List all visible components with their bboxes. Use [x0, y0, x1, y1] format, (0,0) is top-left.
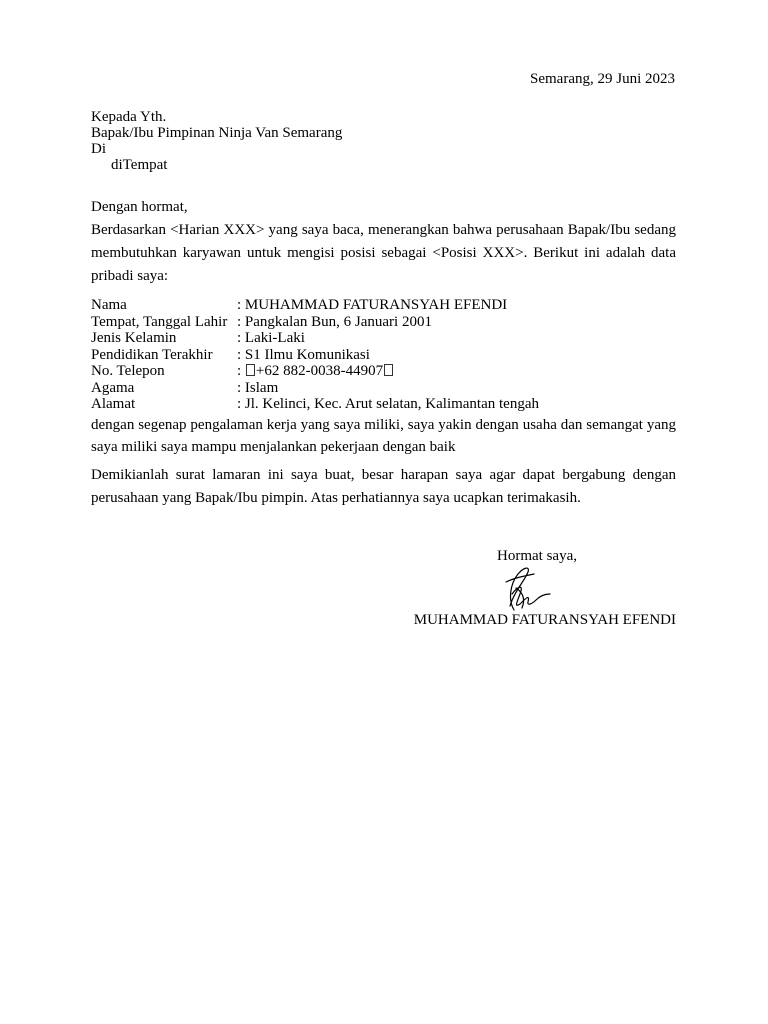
- recipient-block: [91, 109, 342, 173]
- recipient-line-1: Kepada Yth.: [91, 109, 167, 125]
- signature-name: MUHAMMAD FATURANSYAH EFENDI: [413, 612, 676, 628]
- data-value: : Laki-Laki: [237, 330, 305, 346]
- personal-data-table: [91, 297, 539, 413]
- data-label: Pendidikan Terakhir: [91, 346, 213, 363]
- missing-glyph-icon: [384, 364, 393, 376]
- data-value: [237, 363, 394, 380]
- recipient-line-4: diTempat: [111, 157, 168, 173]
- paragraph-closing: Demikianlah surat lamaran ini saya buat, besar harapan saya agar dapat bergabung dengan perusahaan yang Bapak/Ibu pimpin. Atas perhatiannya saya ucapkan terimakasih.: [91, 467, 676, 506]
- data-label: Tempat, Tanggal Lahir: [91, 313, 228, 330]
- letter-date: Semarang, 29 Juni 2023: [530, 71, 675, 87]
- paragraph-intro: Berdasarkan <Harian XXX> yang saya baca, menerangkan bahwa perusahaan Bapak/Ibu sedang membutuhkan karyawan untuk mengisi posisi sebagai <Posisi XXX>. Berikut ini adalah data pribadi saya:: [91, 222, 676, 284]
- data-row-religion: [91, 380, 539, 397]
- data-label: Alamat: [91, 396, 136, 412]
- data-row-phone: [91, 363, 539, 380]
- data-label: Nama: [91, 297, 127, 313]
- data-label: Jenis Kelamin: [91, 330, 177, 346]
- phone-number: +62 882-0038-44907: [255, 363, 384, 379]
- data-label: Agama: [91, 379, 135, 396]
- data-row-education: [91, 347, 539, 364]
- data-value: : Jl. Kelinci, Kec. Arut selatan, Kalimantan tengah: [237, 396, 539, 412]
- data-row-birth: [91, 314, 539, 331]
- data-value: : S1 Ilmu Komunikasi: [237, 346, 370, 363]
- data-row-name: [91, 297, 539, 314]
- data-label: No. Telepon: [91, 363, 165, 379]
- data-row-gender: [91, 330, 539, 347]
- greeting: Dengan hormat,: [91, 199, 188, 215]
- signature-image: [500, 564, 552, 612]
- data-value: : Islam: [237, 379, 279, 396]
- paragraph-experience: dengan segenap pengalaman kerja yang saya miliki, saya yakin dengan usaha dan semangat yang saya miliki saya mampu menjalankan pekerjaan dengan baik: [91, 417, 676, 455]
- data-value: : MUHAMMAD FATURANSYAH EFENDI: [237, 297, 508, 313]
- data-value-prefix: :: [237, 363, 245, 379]
- data-row-address: [91, 396, 539, 413]
- recipient-line-2: Bapak/Ibu Pimpinan Ninja Van Semarang: [91, 125, 343, 141]
- recipient-line-3: Di: [91, 141, 106, 157]
- data-value: : Pangkalan Bun, 6 Januari 2001: [237, 313, 432, 330]
- closing-salutation: Hormat saya,: [497, 548, 577, 564]
- missing-glyph-icon: [246, 364, 255, 376]
